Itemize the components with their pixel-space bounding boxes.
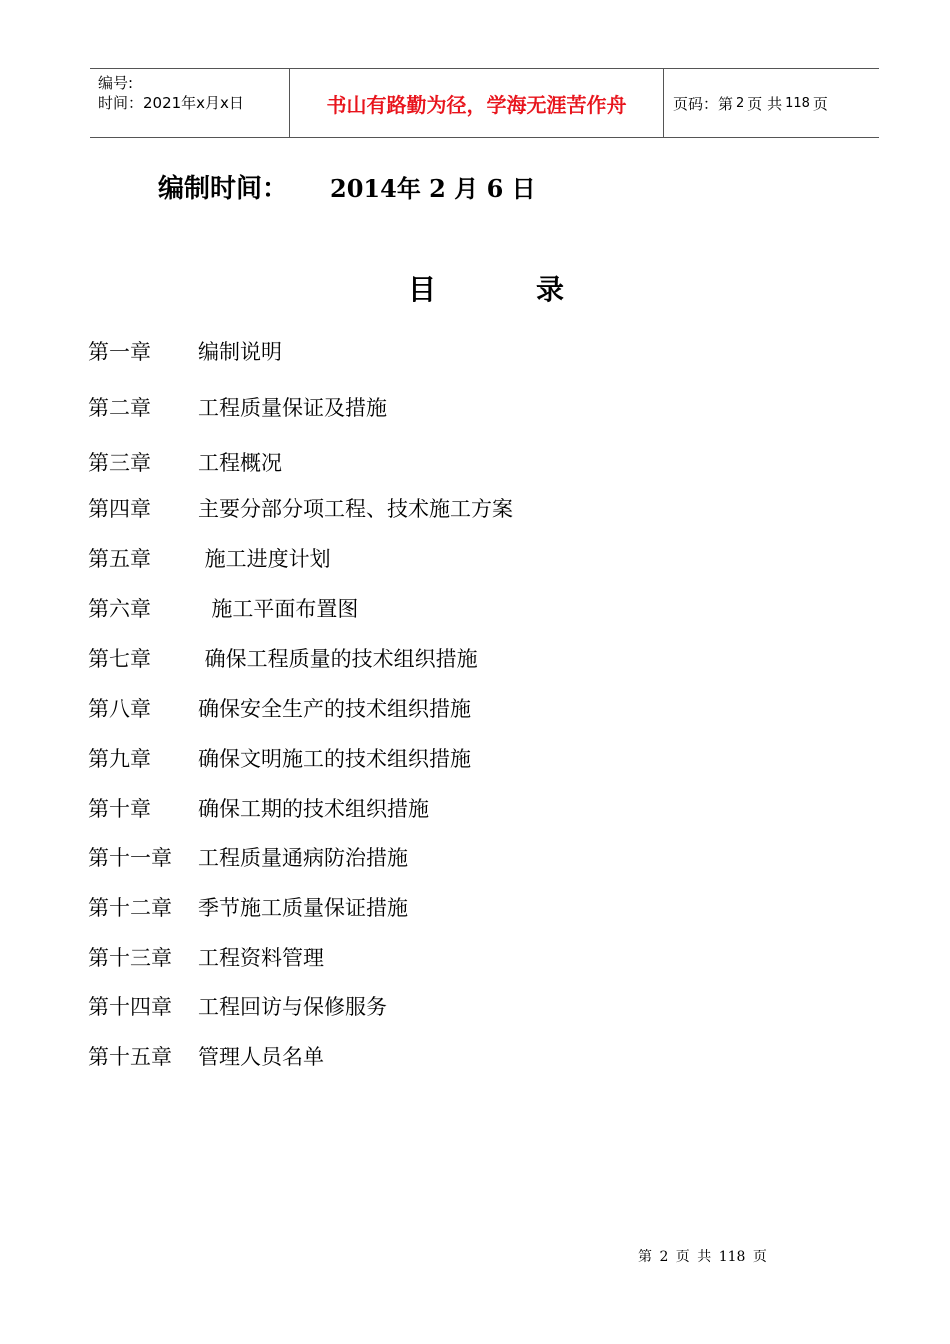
toc-chapter-title: 工程概况 <box>198 451 282 475</box>
page-total: 118 <box>785 95 810 111</box>
document-number-label: 编号: <box>98 74 134 92</box>
toc-chapter-title: 工程回访与保修服务 <box>198 995 387 1019</box>
toc-chapter-number: 第七章 <box>88 647 151 671</box>
toc-chapter-number: 第十五章 <box>88 1045 172 1069</box>
toc-item <box>88 942 324 972</box>
toc-item <box>88 991 387 1021</box>
toc-item <box>88 643 478 673</box>
toc-chapter-number: 第十四章 <box>88 995 172 1019</box>
toc-item <box>88 743 471 773</box>
toc-chapter-title: 确保安全生产的技术组织措施 <box>198 697 471 721</box>
toc-chapter-number: 第五章 <box>88 547 151 571</box>
toc-chapter-title: 工程质量保证及措施 <box>198 396 387 420</box>
toc-chapter-number: 第八章 <box>88 697 151 721</box>
toc-item <box>88 336 282 366</box>
compile-date-line <box>158 168 536 205</box>
toc-chapter-number: 第二章 <box>88 396 151 420</box>
toc-chapter-number: 第四章 <box>88 497 151 521</box>
toc-item <box>88 1041 324 1071</box>
toc-item <box>88 593 358 623</box>
toc-chapter-title: 确保工期的技术组织措施 <box>198 797 429 821</box>
toc-chapter-title: 编制说明 <box>198 340 282 364</box>
page-footer: 第 2 页 共 118 页 <box>638 1249 767 1265</box>
toc-chapter-title: 季节施工质量保证措施 <box>198 896 408 920</box>
toc-item <box>88 892 408 922</box>
toc-item <box>88 493 513 523</box>
toc-item <box>88 543 331 573</box>
toc-chapter-title: 工程资料管理 <box>198 946 324 970</box>
toc-chapter-number: 第六章 <box>88 597 151 621</box>
toc-chapter-number: 第十二章 <box>88 896 172 920</box>
page-current: 2 <box>736 95 745 111</box>
toc-chapter-number: 第一章 <box>88 340 151 364</box>
toc-item <box>88 392 387 422</box>
toc-chapter-title: 确保文明施工的技术组织措施 <box>198 747 471 771</box>
toc-chapter-title: 确保工程质量的技术组织措施 <box>198 647 478 671</box>
toc-chapter-title: 工程质量通病防治措施 <box>198 846 408 870</box>
compile-label: 编制时间： <box>158 174 289 204</box>
toc-item <box>88 842 408 872</box>
toc-chapter-number: 第十三章 <box>88 946 172 970</box>
toc-item <box>88 447 282 477</box>
toc-chapter-title: 施工进度计划 <box>198 547 331 571</box>
page-suffix: 页 <box>812 94 828 113</box>
toc-chapter-title: 主要分部分项工程、技术施工方案 <box>198 497 513 521</box>
page-prefix: 页码：第 <box>673 94 734 113</box>
toc-title: 目录 <box>408 273 665 306</box>
toc-chapter-number: 第十章 <box>88 797 151 821</box>
compile-date: 2014年 2 月 6 日 <box>330 174 536 203</box>
page-header <box>90 68 879 138</box>
toc-chapter-number: 第三章 <box>88 451 151 475</box>
toc-chapter-title: 施工平面布置图 <box>198 597 359 621</box>
header-motto: 书山有路勤为径，学海无涯苦作舟 <box>290 69 664 137</box>
toc-chapter-number: 第九章 <box>88 747 151 771</box>
document-time-label: 时间：2021年x月x日 <box>98 94 244 112</box>
toc-item <box>88 693 471 723</box>
toc-chapter-title: 管理人员名单 <box>198 1045 324 1069</box>
toc-item <box>88 793 429 823</box>
header-meta <box>90 69 290 137</box>
toc-chapter-number: 第十一章 <box>88 846 172 870</box>
page-mid: 页 共 <box>747 94 783 113</box>
header-page-info <box>664 69 879 137</box>
